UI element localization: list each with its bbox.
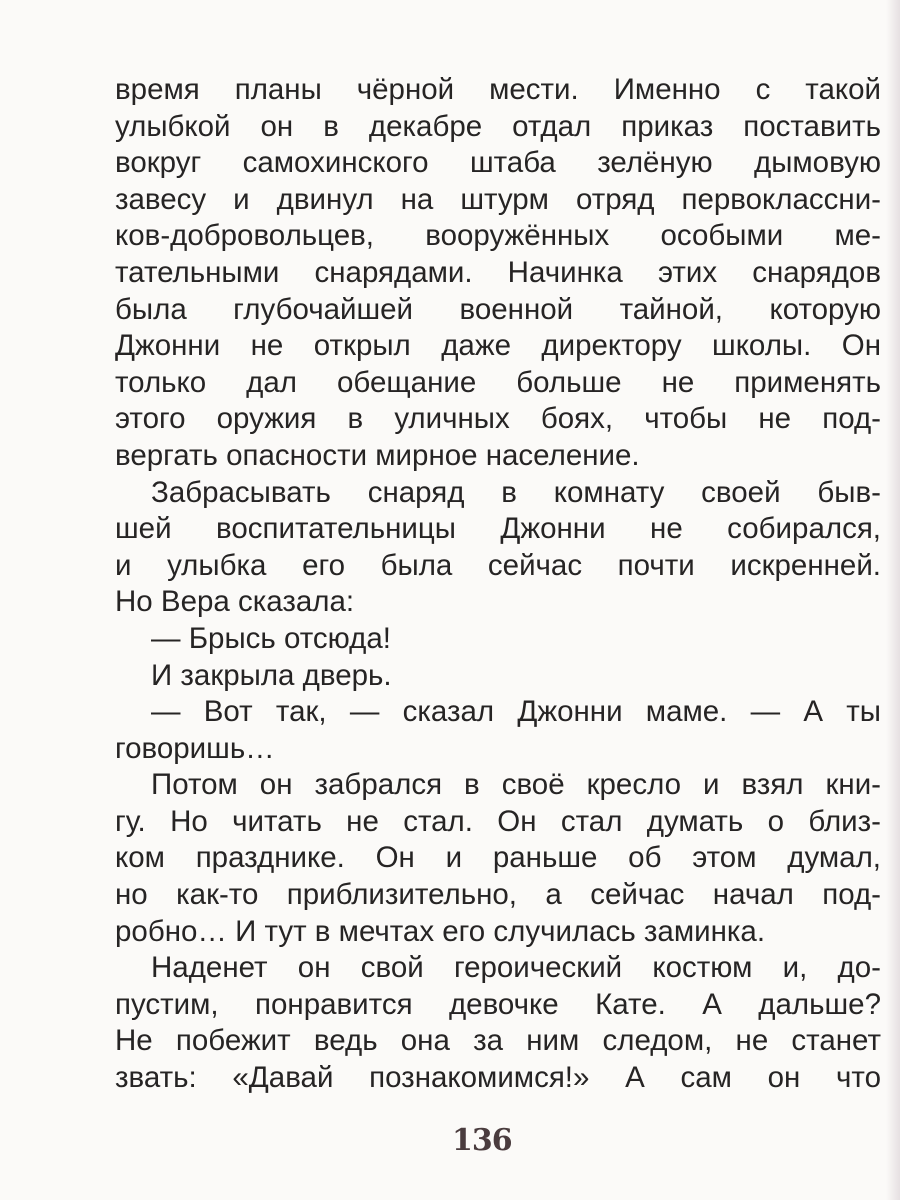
text-line: Забрасывать снаряд в комнату своей быв- xyxy=(151,475,881,509)
text-line: Потом он забрался в своё кресло и взял кни- xyxy=(151,768,881,802)
text-line: только дал обещание больше не применять xyxy=(115,365,881,399)
text-line: — Вот так, — сказал Джонни маме. — А ты xyxy=(151,695,881,729)
page-edge-shadow xyxy=(886,0,900,1200)
text-line: тательными снарядами. Начинка этих снарядов xyxy=(115,255,881,289)
text-line: Джонни не открыл даже директору школы. Он xyxy=(115,329,881,363)
body-text xyxy=(115,72,881,1097)
page-number: 136 xyxy=(452,1123,512,1158)
text-line: ком празднике. Он и раньше об этом думал, xyxy=(115,841,881,875)
text-line: завесу и двинул на штурм отряд первоклассни- xyxy=(115,182,881,216)
text-line: улыбкой он в декабре отдал приказ поставить xyxy=(115,109,881,143)
text-line: Наденет он свой героический костюм и, до- xyxy=(151,951,881,985)
text-line: Не побежит ведь она за ним следом, не станет xyxy=(115,1024,881,1058)
text-line: — Брысь отсюда! xyxy=(151,621,391,655)
text-line: шей воспитательницы Джонни не собирался, xyxy=(115,512,881,546)
text-line: вокруг самохинского штаба зелёную дымовую xyxy=(115,146,881,180)
text-line: время планы чёрной мести. Именно с такой xyxy=(115,73,881,106)
text-line: гу. Но читать не стал. Он стал думать о близ- xyxy=(115,804,881,838)
text-line: и улыбка его была сейчас почти искренней. xyxy=(115,548,881,582)
text-line: пустим, понравится девочке Кате. А дальше? xyxy=(115,987,881,1021)
text-line: Но Вера сказала: xyxy=(115,585,355,619)
text-line: но как-то приблизительно, а сейчас начал под- xyxy=(115,878,881,912)
text-line: звать: «Давай познакомимся!» А сам он что xyxy=(115,1061,881,1095)
text-line: этого оружия в уличных боях, чтобы не под- xyxy=(115,402,881,436)
text-line: робно… И тут в мечтах его случилась заминка. xyxy=(115,914,766,948)
text-line: ков-добровольцев, вооружённых особыми ме- xyxy=(115,219,881,253)
text-line: была глубочайшей военной тайной, которую xyxy=(115,292,881,326)
text-line: вергать опасности мирное население. xyxy=(115,438,640,472)
text-line: говоришь… xyxy=(115,731,275,765)
text-line: И закрыла дверь. xyxy=(151,658,392,692)
